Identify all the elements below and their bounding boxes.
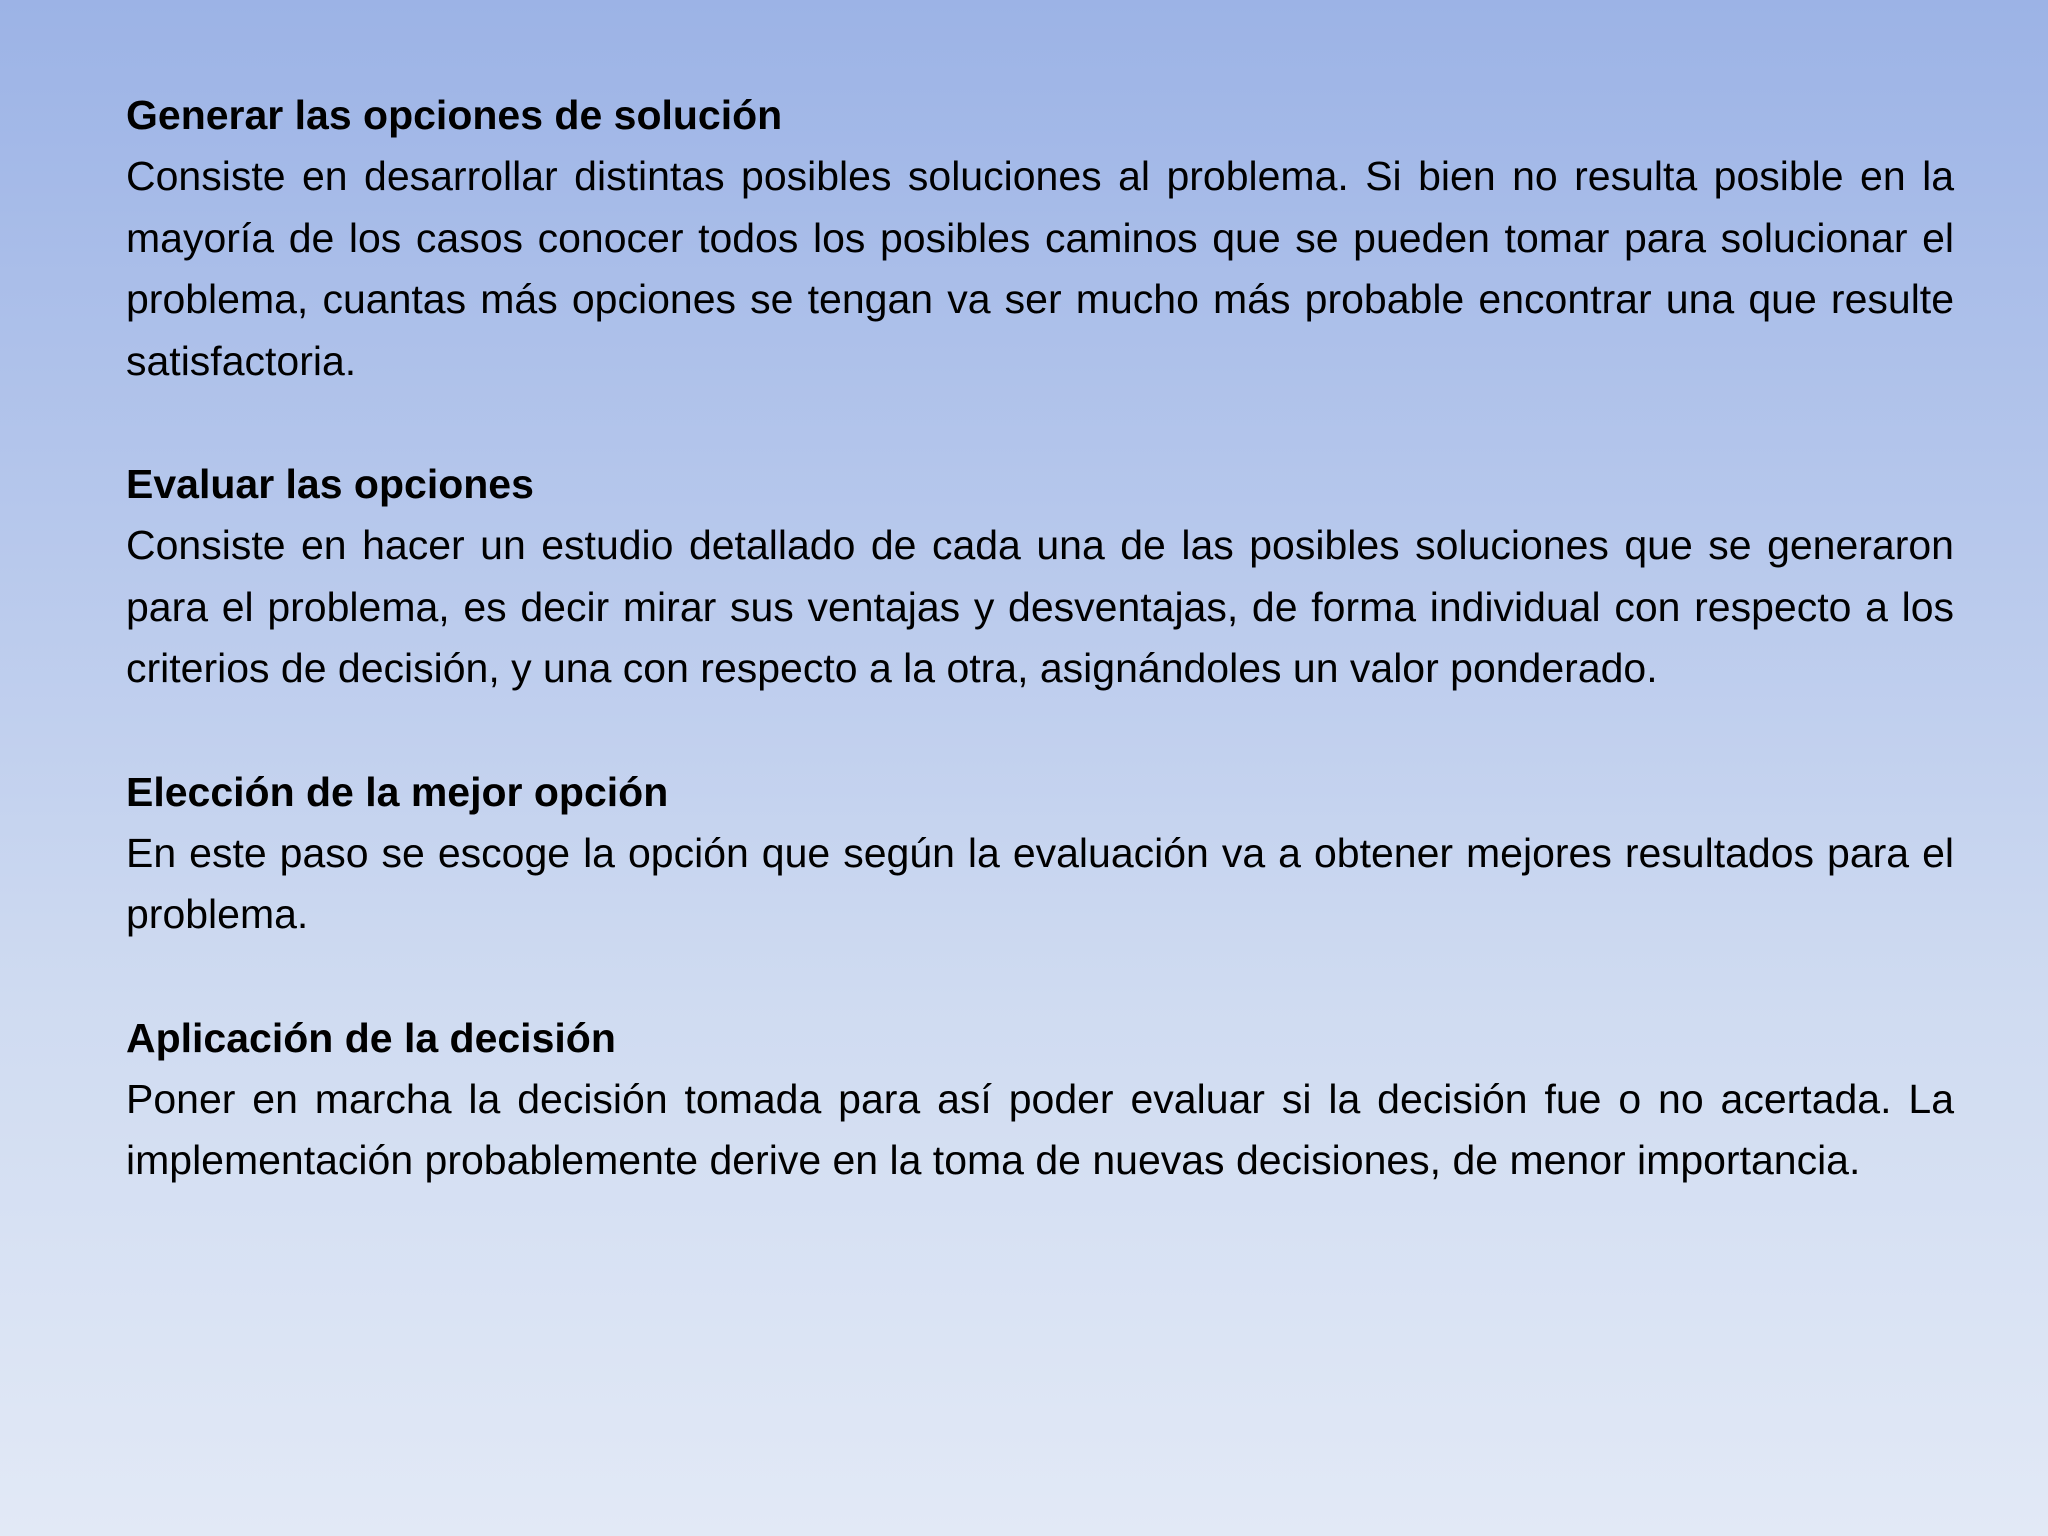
section-body: Consiste en desarrollar distintas posibles soluciones al problema. Si bien no resulta posible en la mayoría de los casos conocer todos los posibles caminos que se pueden tomar para solucionar el problema, cuantas más opciones se tengan va ser mucho más probable encontrar una que resulte satisfactoria. (126, 153, 1954, 384)
section-title: Generar las opciones de solución (126, 92, 783, 138)
slide-content (126, 84, 1954, 1253)
section-eleccion-mejor-opcion (126, 761, 1954, 946)
section-title: Aplicación de la decisión (126, 1014, 616, 1061)
section-body: Poner en marcha la decisión tomada para así poder evaluar si la decisión fue o no acertada. La implementación probablemente derive en la toma de nuevas decisiones, de menor importancia. (126, 1075, 1954, 1183)
section-aplicacion-decision (126, 1007, 1954, 1192)
section-generar-opciones (126, 84, 1954, 392)
section-body: En este paso se escoge la opción que según la evaluación va a obtener mejores resultados para el problema. (126, 829, 1954, 937)
section-title: Evaluar las opciones (126, 461, 534, 507)
section-title: Elección de la mejor opción (126, 768, 669, 815)
section-body: Consiste en hacer un estudio detallado de cada una de las posibles soluciones que se generaron para el problema, es decir mirar sus ventajas y desventajas, de forma individual con respecto a los criterios de decisión, y una con respecto a la otra, asignándoles un valor ponderado. (126, 522, 1954, 691)
section-evaluar-opciones (126, 453, 1954, 700)
